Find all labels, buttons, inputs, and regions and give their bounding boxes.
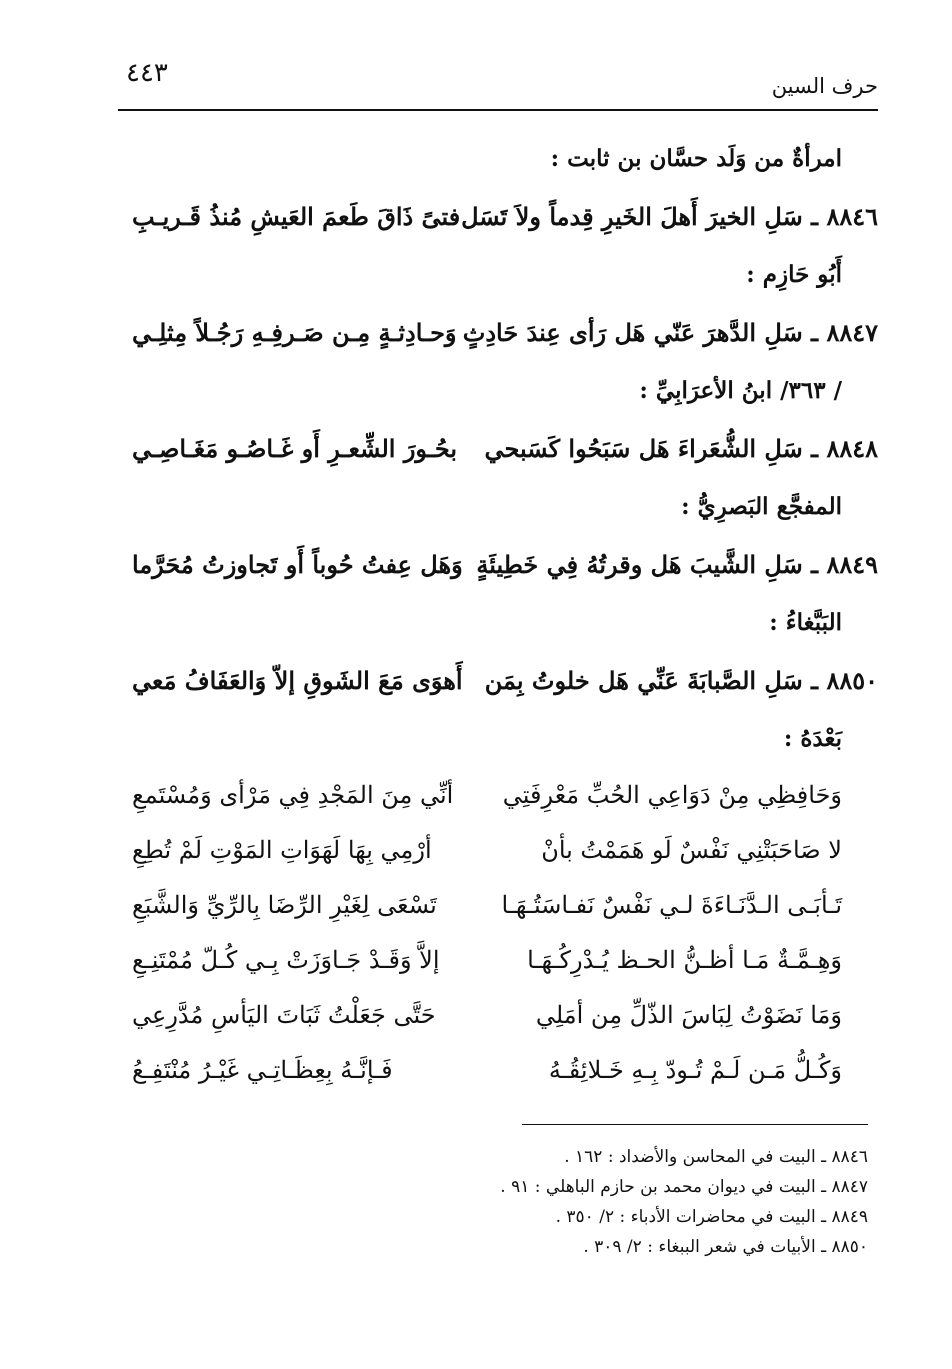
footnotes — [118, 1142, 868, 1262]
poem-line — [118, 768, 878, 823]
verse-number: ٨٨٤٦ — [826, 202, 878, 231]
verse-second-hemistich: فَـإنَّـهُ بِعِظَـاتِـي غَيْـرُ مُنْتَفِـعُ — [132, 1056, 393, 1084]
verse-first-hemistich: وَهِـمَّـةٌ مَـا أظـنُّ الحـظ يُـدْرِكُـهَـا — [527, 946, 842, 974]
verse-first-hemistich: وَحَافِظِي مِنْ دَوَاعِي الحُبِّ مَعْرِفَتِي — [502, 781, 842, 809]
header-rule — [118, 109, 878, 111]
poet-attribution: امرأةٌ من وَلَد حسَّان بن ثابت : — [550, 145, 842, 172]
verse-second-hemistich: أَهوَى مَعَ الشَوقِ إلاّ وَالعَفَافُ مَعي — [132, 666, 463, 695]
verse-number: ٨٨٥٠ — [826, 666, 878, 695]
verse-second-hemistich: إلاَّ وَقَـدْ جَـاوَزَتْ بِـي كُـلّ مُمْتَنِـعِ — [132, 946, 440, 974]
footnote: ٨٨٤٩ ـ البيت في محاضرات الأدباء : ٢/ ٣٥٠ . — [555, 1207, 868, 1227]
page-number: ٤٤٣ — [126, 58, 168, 88]
verse-line — [118, 304, 878, 362]
continuation-label: بَعْدَهُ : — [783, 725, 842, 752]
verse-line — [118, 652, 878, 710]
footnote: ٨٨٤٦ ـ البيت في المحاسن والأضداد : ١٦٢ . — [564, 1147, 868, 1167]
page-body — [118, 130, 878, 1098]
poet-attribution: أَبُو حَازِم : — [746, 261, 842, 288]
verse-first-hemistich: ٨٨٤٩ ـ سَلِ الشَّيبَ هَل وقرتُهُ فِي خَطِيئَةٍ — [476, 550, 878, 579]
verse-first-hemistich: ٨٨٤٨ ـ سَلِ الشُّعَراءَ هَل سَبَحُوا كَسَبحي — [484, 434, 878, 463]
verse-line — [118, 536, 878, 594]
poem-line — [118, 988, 878, 1043]
footnote: ٨٨٤٧ ـ البيت في ديوان محمد بن حازم الباهلي : ٩١ . — [500, 1177, 868, 1197]
verse-line — [118, 420, 878, 478]
verse-number: ٨٨٤٧ — [826, 318, 878, 347]
verse-second-hemistich: فتىً ذَاقَ طَعمَ العَيشِ مُنذُ قَـريـبِ — [132, 202, 461, 231]
verse-second-hemistich: أنِّي مِنَ المَجْدِ فِي مَرْأى وَمُسْتَمعِ — [132, 781, 454, 809]
verse-number: ٨٨٤٨ — [826, 434, 878, 463]
poem-block — [118, 768, 878, 1098]
page-header — [118, 58, 878, 108]
poet-attribution: المفجَّع البَصرِيُّ : — [681, 493, 842, 520]
verse-first-hemistich: ٨٨٤٦ ـ سَلِ الخيرَ أَهلَ الخَيرِ قِدماً ولاَ تَسَل — [461, 202, 878, 231]
verse-second-hemistich: تَسْعَى لِغَيْرِ الرِّضَا بِالرِّيِّ وَالشَّبَعِ — [132, 891, 437, 919]
verse-second-hemistich: وَهَل عِفتُ حُوباً أَو تَجاوزتُ مُحَرَّما — [132, 550, 463, 579]
poet-attribution: البَبَّغاءُ : — [769, 609, 842, 636]
verse-first-hemistich: وَمَا نَضَوْتُ لِبَاسَ الذّلِّ مِن أمَلِي — [535, 1001, 842, 1029]
verse-second-hemistich: أرْمِي بِهَا لَهَوَاتِ المَوْتِ لَمْ تُطِعِ — [132, 836, 432, 864]
verse-number: ٨٨٤٩ — [826, 550, 878, 579]
poet-attribution: / ٣٦٣/ ابنُ الأعرَابِيِّ : — [639, 377, 842, 404]
verse-first-hemistich: لا صَاحَبَتْنِي نَفْسٌ لَو هَمَمْتُ بأنْ — [541, 836, 842, 864]
poem-line — [118, 878, 878, 933]
poem-line — [118, 933, 878, 988]
footnote: ٨٨٥٠ ـ الأبيات في شعر الببغاء : ٢/ ٣٠٩ . — [583, 1237, 868, 1257]
verse-second-hemistich: بحُـورَ الشِّعـرِ أَو غَـاصُـو مَغَـاصِـي — [132, 434, 458, 463]
verse-first-hemistich: تَـأبَـى الـدَّنَـاءَةَ لـي نَفْسٌ نَفـاسَتُـهَـا — [501, 891, 842, 919]
poem-line — [118, 1043, 878, 1098]
verse-second-hemistich: حَتَّى جَعَلْتُ ثَبَاتَ اليَأسِ مُدَّرِعِي — [132, 1001, 436, 1029]
poem-line — [118, 823, 878, 878]
chapter-title: حرف السين — [771, 74, 878, 98]
verse-second-hemistich: وَحـادِثـةٍ مِـن صَـرفِـهِ رَجُـلاً مِثلِـي — [132, 318, 457, 347]
verse-first-hemistich: وَكُـلُّ مَـن لَـمْ تُـودّ بِـهِ خَـلائِقُـهُ — [548, 1056, 842, 1084]
footnote-rule — [522, 1124, 868, 1125]
verse-first-hemistich: ٨٨٤٧ ـ سَلِ الدَّهرَ عَنّي هَل رَأى عِندَ حَادِثٍ — [462, 318, 878, 347]
verse-line — [118, 188, 878, 246]
verse-first-hemistich: ٨٨٥٠ ـ سَلِ الصَّبابَةَ عَنِّي هَل خلوتُ بِمَن — [484, 666, 878, 695]
